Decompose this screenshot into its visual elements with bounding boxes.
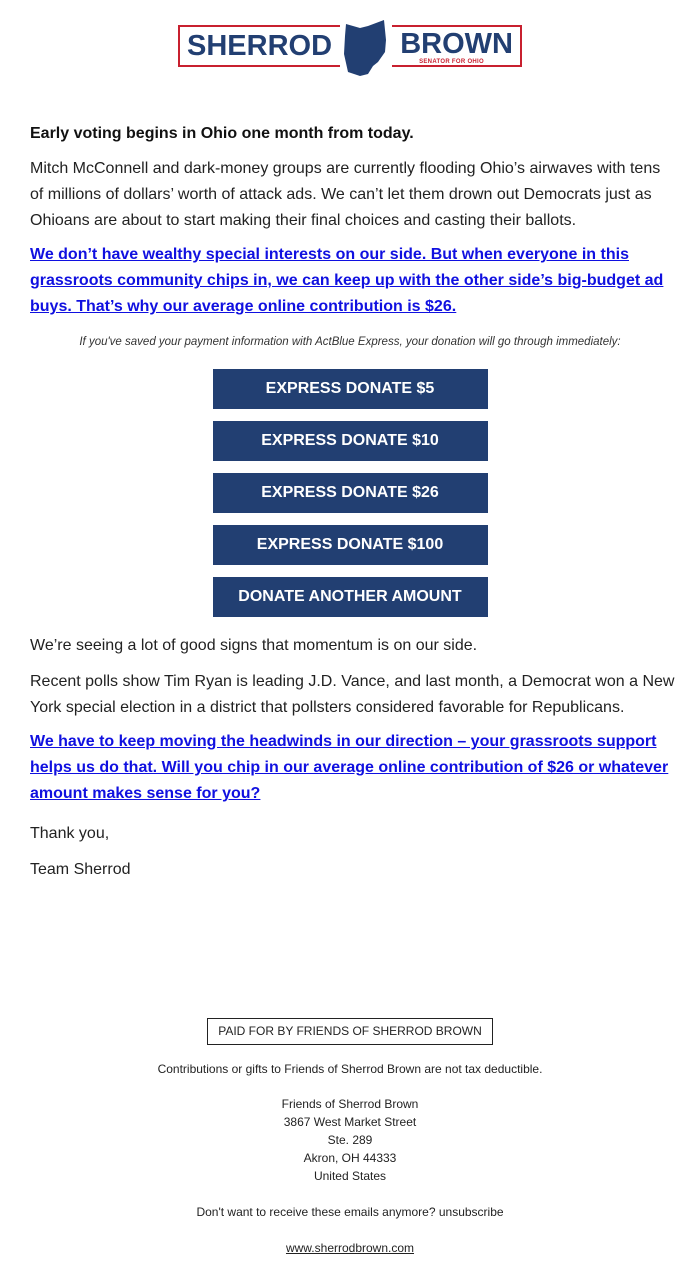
address-line: United States — [313, 1169, 387, 1183]
paid-for-disclaimer: PAID FOR BY FRIENDS OF SHERROD BROWN — [207, 1018, 493, 1045]
logo-first-name: SHERROD — [187, 30, 333, 62]
donate-link-1[interactable] — [30, 242, 675, 320]
address-line: Friends of Sherrod Brown — [281, 1097, 419, 1111]
logo-subtitle: SENATOR FOR OHIO — [419, 59, 484, 65]
signature: Team Sherrod — [30, 861, 131, 878]
donate-link-2[interactable] — [30, 729, 675, 807]
donate-link-2-text[interactable]: We have to keep moving the headwinds in our direction – your grassroots support helps us do that. Will you chip in our average online contribution of $26 or whatever amount makes sense for you? — [30, 733, 669, 802]
lead-heading: Early voting begins in Ohio one month from today. — [30, 125, 414, 142]
closing: Thank you, — [30, 825, 110, 842]
body-paragraph-3: Recent polls show Tim Ryan is leading J.D. Vance, and last month, a Democrat won a New York special election in a district that pollsters considered favorable for Republicans. — [30, 673, 675, 716]
address-line: Akron, OH 44333 — [303, 1151, 397, 1165]
express-donate-10-button[interactable]: EXPRESS DONATE $10 — [213, 421, 488, 461]
ohio-state-icon — [340, 18, 392, 78]
logo-last-name: BROWN — [400, 28, 513, 60]
body-paragraph-2: We’re seeing a lot of good signs that momentum is on our side. — [30, 637, 478, 654]
donate-another-amount-button[interactable]: DONATE ANOTHER AMOUNT — [213, 577, 488, 617]
website-link[interactable]: www.sherrodbrown.com — [285, 1241, 415, 1255]
unsubscribe-link[interactable]: Don't want to receive these emails anymore? unsubscribe — [196, 1205, 504, 1219]
actblue-note: If you've saved your payment information with ActBlue Express, your donation will go through immediately: — [79, 336, 621, 348]
website-link-wrapper — [0, 1239, 700, 1257]
express-donate-26-button[interactable]: EXPRESS DONATE $26 — [213, 473, 488, 513]
mailing-address — [0, 1095, 700, 1185]
donate-button-group — [30, 369, 670, 629]
express-donate-100-button[interactable]: EXPRESS DONATE $100 — [213, 525, 488, 565]
email-body — [30, 124, 675, 891]
header-logo[interactable] — [178, 25, 522, 67]
body-paragraph-1: Mitch McConnell and dark-money groups are currently flooding Ohio’s airwaves with tens of millions of dollars’ worth of attack ads. We can’t let them drown out Democrats just as Ohioans are about to start making their final choices and casting their ballots. — [30, 160, 661, 229]
address-line: Ste. 289 — [327, 1133, 373, 1147]
donate-link-1-text[interactable]: We don’t have wealthy special interests on our side. But when everyone in this grassroots community chips in, we can keep up with the other side’s big-budget ad buys. That’s why our average online contribution is $26. — [30, 246, 664, 315]
address-line: 3867 West Market Street — [283, 1115, 417, 1129]
email-footer — [0, 1018, 700, 1257]
tax-disclaimer: Contributions or gifts to Friends of Sherrod Brown are not tax deductible. — [157, 1062, 543, 1076]
express-donate-5-button[interactable]: EXPRESS DONATE $5 — [213, 369, 488, 409]
